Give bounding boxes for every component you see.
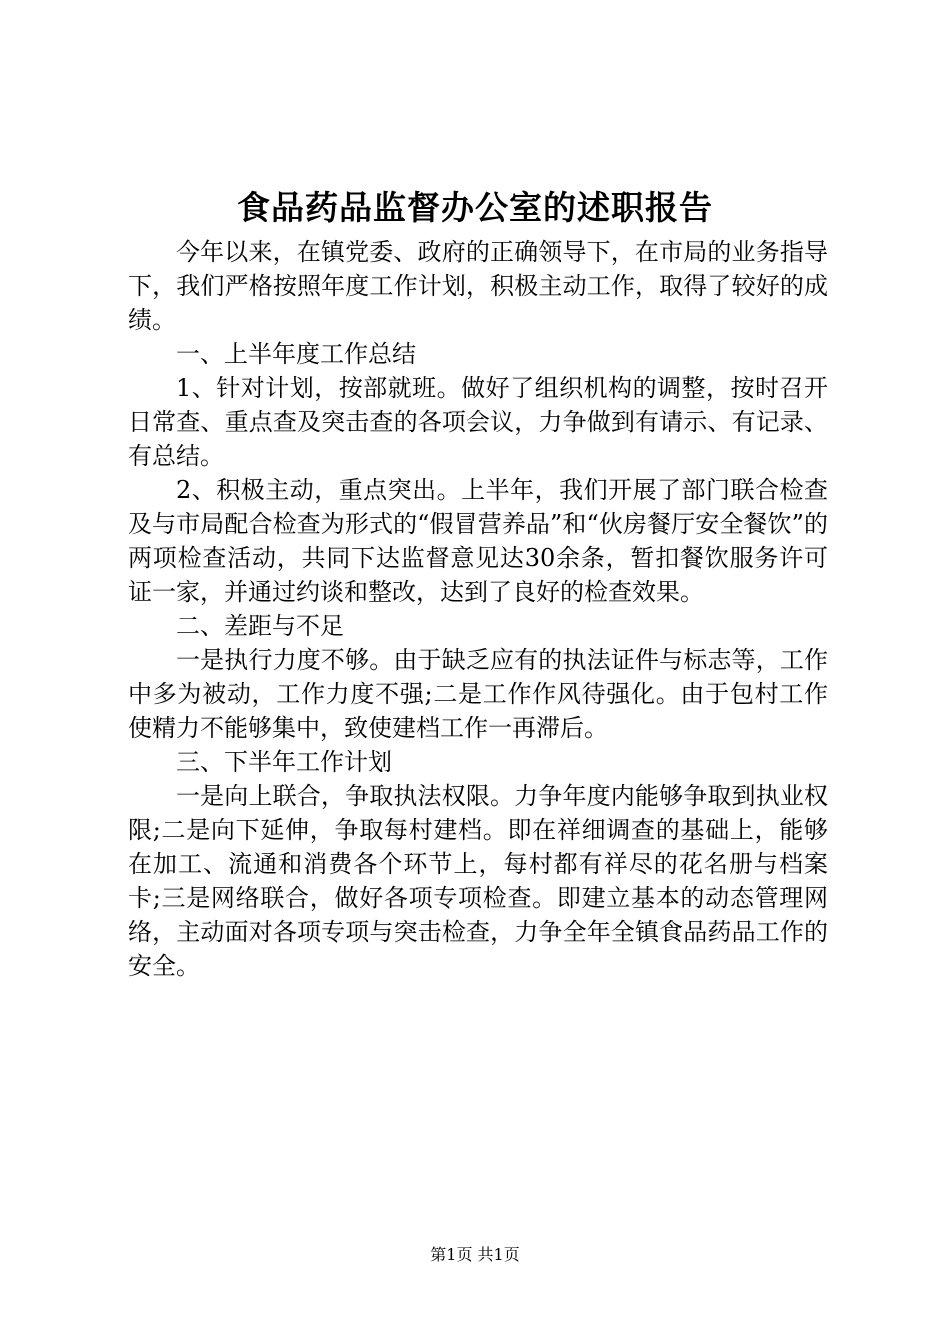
paragraph-shortcomings: 一是执行力度不够。由于缺乏应有的执法证件与标志等，工作中多为被动，工作力度不强;二是工作作风待强化。由于包村工作使精力不能够集中，致使建档工作一再滞后。	[128, 646, 828, 742]
page-number-footer: 第1页 共1页	[430, 1245, 520, 1264]
section-heading-3: 三、下半年工作计划	[176, 748, 392, 776]
document-body	[128, 235, 828, 983]
paragraph-item-2: 2、积极主动，重点突出。上半年，我们开展了部门联合检查及与市局配合检查为形式的“假冒营养品”和“伙房餐厅安全餐饮”的两项检查活动，共同下达监督意见达30余条，暂扣餐饮服务许可证一家，并通过约谈和整改，达到了良好的检查效果。	[128, 476, 828, 606]
document-title: 食品药品监督办公室的述职报告	[237, 188, 713, 227]
paragraph-item-1: 1、针对计划，按部就班。做好了组织机构的调整，按时召开日常查、重点查及突击查的各项会议，力争做到有请示、有记录、有总结。	[128, 374, 828, 470]
paragraph-plan: 一是向上联合，争取执法权限。力争年度内能够争取到执业权限;二是向下延伸，争取每村建档。即在祥细调查的基础上，能够在加工、流通和消费各个环节上，每村都有祥尽的花名册与档案卡;三是网络联合，做好各项专项检查。即建立基本的动态管理网络，主动面对各项专项与突击检查，力争全年全镇食品药品工作的安全。	[128, 782, 828, 980]
section-heading-1: 一、上半年度工作总结	[176, 340, 416, 368]
section-heading-2: 二、差距与不足	[176, 612, 344, 640]
paragraph-intro: 今年以来，在镇党委、政府的正确领导下，在市局的业务指导下，我们严格按照年度工作计划，积极主动工作，取得了较好的成绩。	[128, 238, 828, 334]
